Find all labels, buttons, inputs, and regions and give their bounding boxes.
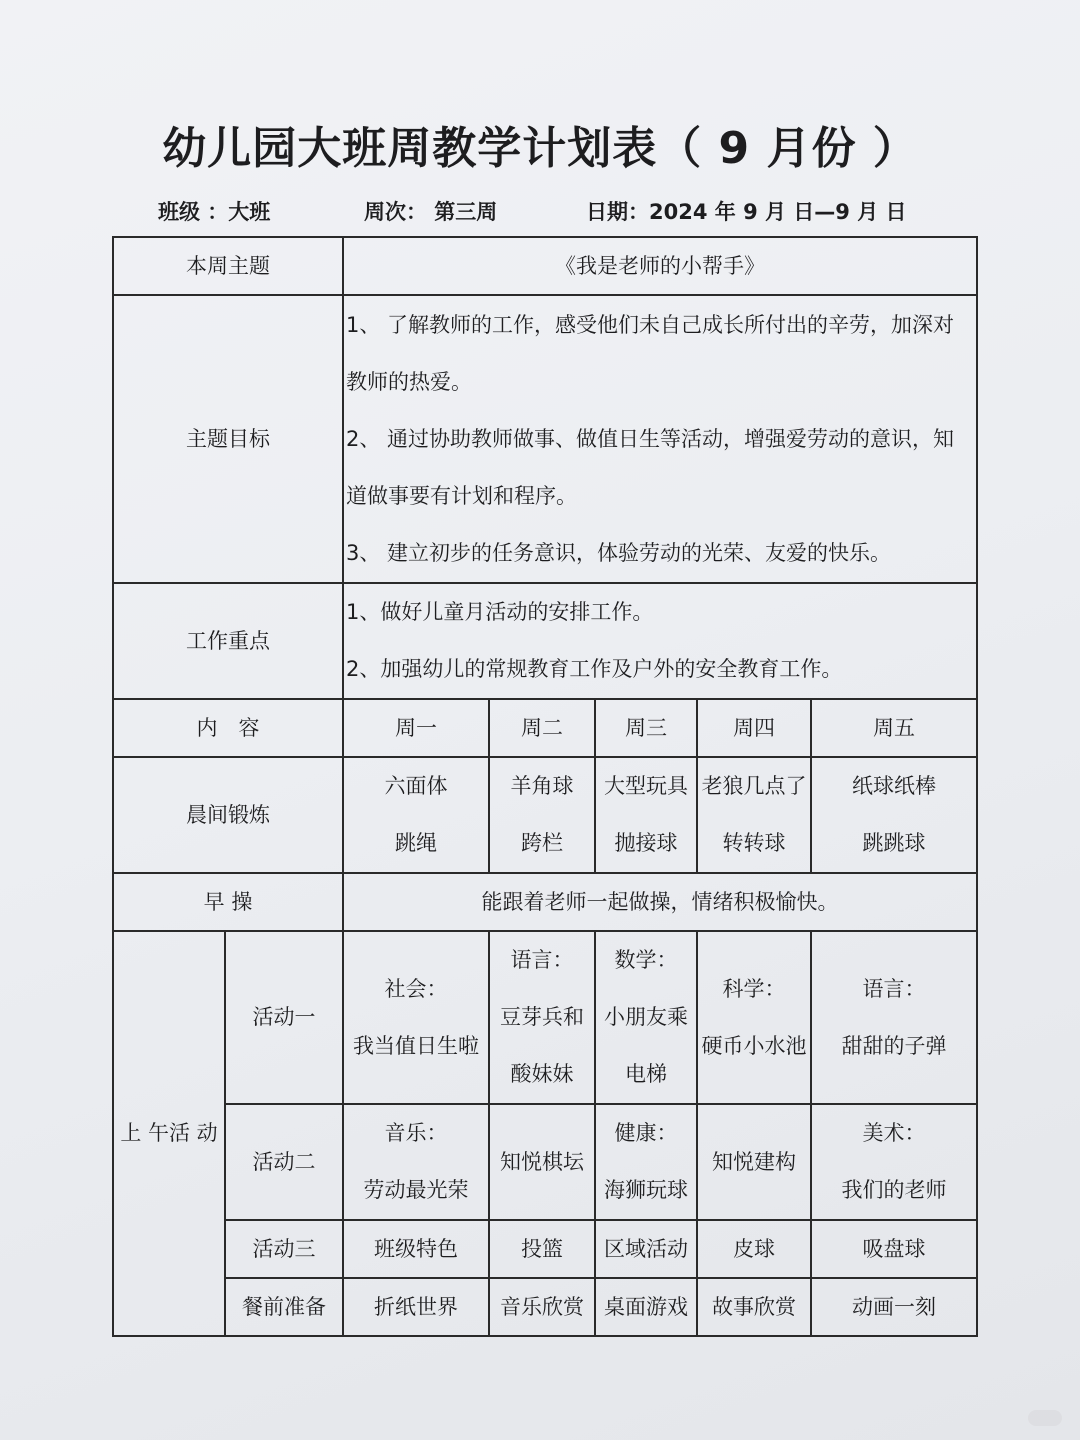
focus-line: 1、做好儿童月活动的安排工作。 — [346, 600, 654, 624]
day-header: 周四 — [697, 699, 811, 757]
cell-line: 酸妹妹 — [510, 1062, 574, 1086]
activity-row — [113, 1220, 977, 1278]
activity-cell — [595, 1104, 697, 1220]
goal-line: 1、 了解教师的工作，感受他们未自己成长所付出的辛劳，加深对 — [346, 312, 955, 337]
goal-line: 教师的热爱。 — [346, 369, 472, 394]
focus-content — [343, 583, 977, 699]
activity-label: 活动二 — [225, 1104, 343, 1220]
cell-line: 硬币小水池 — [701, 1033, 807, 1058]
class-label: 班级 ：大班 — [158, 200, 271, 224]
cell-line: 科学： — [722, 976, 786, 1001]
theme-label: 本周主题 — [113, 237, 343, 295]
week-label: 周次： 第三周 — [364, 200, 498, 224]
cell-line: 劳动最光荣 — [363, 1178, 469, 1202]
cell-line: 跨栏 — [521, 831, 563, 855]
focus-label: 工作重点 — [113, 583, 343, 699]
activity-cell — [489, 931, 595, 1104]
cell-line: 小朋友乘 — [604, 1005, 688, 1029]
header-label: 内 容 — [113, 699, 343, 757]
theme-value: 《我是老师的小帮手》 — [343, 237, 977, 295]
goal-line: 2、 通过协助教师做事、做值日生等活动，增强爱劳动的意识，知 — [346, 426, 955, 451]
morning-exercise-row — [113, 757, 977, 873]
cell-line: 语言： — [862, 976, 926, 1001]
activity-row — [113, 1278, 977, 1336]
morning-drill-row — [113, 873, 977, 931]
cell-line: 老狼几点了 — [701, 774, 807, 798]
date-label: 日期：2024 年 9 月 日—9 月 日 — [586, 200, 907, 224]
day-header: 周三 — [595, 699, 697, 757]
activity-cell — [343, 1104, 489, 1220]
cell-line: 我当值日生啦 — [353, 1033, 479, 1058]
morning-exercise-label: 晨间锻炼 — [113, 757, 343, 873]
activity-cell: 班级特色 — [343, 1220, 489, 1278]
cell-line: 电梯 — [625, 1062, 667, 1086]
cell-line: 健康： — [614, 1121, 678, 1145]
cell-line: 纸球纸棒 — [852, 774, 936, 798]
page-title: 幼儿园大班周教学计划表（ 9 月份 ） — [162, 123, 918, 174]
activity-cell — [697, 931, 811, 1104]
cell-line: 转转球 — [722, 831, 786, 855]
morning-drill-label: 早 操 — [113, 873, 343, 931]
exercise-cell — [595, 757, 697, 873]
activity-cell: 吸盘球 — [811, 1220, 977, 1278]
activity-cell — [595, 931, 697, 1104]
day-header: 周一 — [343, 699, 489, 757]
morning-drill-value: 能跟着老师一起做操，情绪积极愉快。 — [343, 873, 977, 931]
activity-cell: 区域活动 — [595, 1220, 697, 1278]
focus-line: 2、加强幼儿的常规教育工作及户外的安全教育工作。 — [346, 657, 843, 681]
activity-label: 餐前准备 — [225, 1278, 343, 1336]
goals-label: 主题目标 — [113, 295, 343, 583]
cell-line: 我们的老师 — [841, 1178, 947, 1202]
activity-cell — [343, 931, 489, 1104]
activity-cell: 故事欣赏 — [697, 1278, 811, 1336]
exercise-cell — [489, 757, 595, 873]
am-label: 上 午活 动 — [113, 931, 225, 1336]
activity-cell — [811, 931, 977, 1104]
exercise-cell — [343, 757, 489, 873]
header-row — [113, 699, 977, 757]
activity-cell — [489, 1104, 595, 1220]
activity-row — [113, 931, 977, 1104]
activity-label: 活动一 — [225, 931, 343, 1104]
activity-cell: 投篮 — [489, 1220, 595, 1278]
activity-row — [113, 1104, 977, 1220]
goal-line: 3、 建立初步的任务意识，体验劳动的光荣、友爱的快乐。 — [346, 540, 892, 565]
activity-cell: 皮球 — [697, 1220, 811, 1278]
activity-cell: 动画一刻 — [811, 1278, 977, 1336]
cell-line: 海狮玩球 — [604, 1178, 688, 1202]
activity-cell: 桌面游戏 — [595, 1278, 697, 1336]
theme-row — [113, 237, 977, 295]
cell-line: 豆芽兵和 — [500, 1005, 584, 1029]
cell-line: 语言： — [510, 948, 574, 972]
cell-line: 跳跳球 — [862, 831, 926, 855]
activity-cell: 音乐欣赏 — [489, 1278, 595, 1336]
cell-line: 抛接球 — [614, 831, 678, 855]
activity-cell: 折纸世界 — [343, 1278, 489, 1336]
cell-line: 数学： — [614, 948, 678, 972]
cell-line: 社会： — [384, 976, 448, 1001]
activity-cell — [697, 1104, 811, 1220]
exercise-cell — [811, 757, 977, 873]
cell-line: 音乐： — [384, 1121, 448, 1145]
cell-line: 羊角球 — [510, 774, 574, 798]
day-header: 周二 — [489, 699, 595, 757]
cell-line: 六面体 — [384, 774, 448, 798]
cell-line: 甜甜的子弹 — [841, 1033, 947, 1058]
day-header: 周五 — [811, 699, 977, 757]
watermark — [1028, 1410, 1062, 1426]
activity-label: 活动三 — [225, 1220, 343, 1278]
cell-line: 知悦建构 — [712, 1149, 796, 1174]
cell-line: 知悦棋坛 — [500, 1149, 584, 1174]
activity-cell — [811, 1104, 977, 1220]
plan-table — [112, 236, 978, 1337]
cell-line: 美术： — [862, 1121, 926, 1145]
goal-line: 道做事要有计划和程序。 — [346, 483, 577, 508]
cell-line: 大型玩具 — [604, 774, 688, 798]
goals-content — [343, 295, 977, 583]
focus-row — [113, 583, 977, 699]
exercise-cell — [697, 757, 811, 873]
cell-line: 跳绳 — [395, 831, 437, 855]
goals-row — [113, 295, 977, 583]
